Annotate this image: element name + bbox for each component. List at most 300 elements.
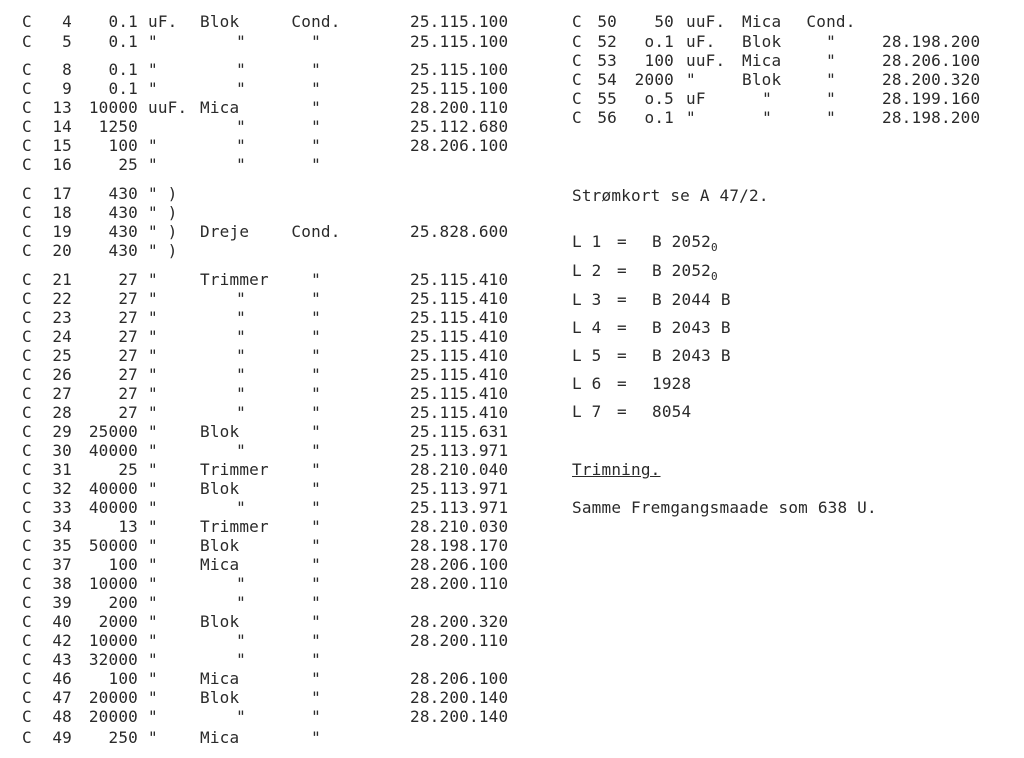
row-prefix: C [22,289,32,308]
row-prefix: C [22,728,32,747]
row-part-number: 25.115.410 [410,270,509,289]
row-number: 26 [52,365,72,384]
row-kind: Cond. [291,222,341,241]
row-unit: " [148,688,158,707]
row-number: 21 [52,270,72,289]
row-kind: " [311,536,321,555]
row-type: Mica [200,669,240,688]
row-unit: uF. [686,32,716,51]
row-value: 430 [108,222,138,241]
row-value: 27 [118,308,138,327]
row-part-number: 25.115.410 [410,289,509,308]
row-unit: uuF. [148,98,188,117]
row-type: Mica [200,555,240,574]
row-kind: " [826,51,836,70]
coil-value-text: B 2043 B [652,318,731,337]
row-number: 52 [597,32,617,51]
row-unit: uF [686,89,706,108]
coil-value-text: B 2044 B [652,290,731,309]
row-part-number: 25.115.410 [410,403,509,422]
row-part-number: 25.115.100 [410,60,509,79]
row-kind: " [311,669,321,688]
coil-equals: = [617,374,627,393]
row-part-number: 25.115.631 [410,422,509,441]
row-unit: " [148,346,158,365]
row-prefix: C [22,612,32,631]
row-unit: uuF. [686,12,726,31]
row-number: 19 [52,222,72,241]
row-prefix: C [22,203,32,222]
row-value: 100 [108,669,138,688]
row-value: 430 [108,184,138,203]
row-prefix: C [22,650,32,669]
row-number: 47 [52,688,72,707]
coil-value [652,318,792,337]
row-prefix: C [22,555,32,574]
row-prefix: C [22,669,32,688]
row-value: 250 [108,728,138,747]
row-type: Dreje [200,222,250,241]
row-unit: " [148,555,158,574]
row-kind: " [311,422,321,441]
row-unit: " [148,479,158,498]
row-number: 43 [52,650,72,669]
row-prefix: C [22,631,32,650]
row-number: 18 [52,203,72,222]
row-part-number: 25.115.100 [410,12,509,31]
row-type: " [236,707,246,726]
row-unit: " [686,108,696,127]
row-kind: " [826,108,836,127]
row-number: 34 [52,517,72,536]
row-number: 29 [52,422,72,441]
row-part-number: 28.200.110 [410,98,509,117]
row-unit: " [148,612,158,631]
row-prefix: C [572,12,582,31]
row-number: 46 [52,669,72,688]
row-kind: " [311,136,321,155]
row-kind: " [311,346,321,365]
row-value: 25000 [88,422,138,441]
row-kind: " [311,403,321,422]
row-number: 49 [52,728,72,747]
row-kind: " [311,517,321,536]
row-type: " [236,593,246,612]
coil-value [652,346,792,365]
coil-value-text: B 2052 [652,261,711,280]
row-type: " [236,631,246,650]
row-unit: " [148,422,158,441]
row-kind: " [826,89,836,108]
coil-name: L 3 [572,290,602,309]
row-unit: " [148,308,158,327]
row-unit: uuF. [686,51,726,70]
row-prefix: C [572,108,582,127]
row-part-number: 25.115.410 [410,346,509,365]
coil-value-text: B 2043 B [652,346,731,365]
row-number: 33 [52,498,72,517]
row-part-number: 28.198.170 [410,536,509,555]
row-part-number: 25.115.410 [410,384,509,403]
row-unit: " [148,403,158,422]
row-value: 100 [644,51,674,70]
coil-name: L 7 [572,402,602,421]
row-prefix: C [22,155,32,174]
row-unit: " [148,289,158,308]
row-type: " [236,574,246,593]
row-prefix: C [22,60,32,79]
row-kind: " [826,70,836,89]
row-type: " [236,365,246,384]
row-value: 27 [118,346,138,365]
row-kind: " [311,688,321,707]
row-prefix: C [22,422,32,441]
row-prefix: C [22,574,32,593]
row-kind: " [311,593,321,612]
row-type: Blok [200,688,240,707]
row-type: " [236,650,246,669]
coil-value [652,402,792,421]
row-type: " [236,384,246,403]
row-value: 2000 [634,70,674,89]
row-type: " [236,60,246,79]
row-value: 1250 [98,117,138,136]
row-type: " [762,108,772,127]
row-type: Blok [200,479,240,498]
coil-equals: = [617,290,627,309]
row-part-number: 25.113.971 [410,441,509,460]
row-number: 50 [597,12,617,31]
row-type: Blok [200,12,240,31]
row-prefix: C [22,365,32,384]
row-type: Blok [200,536,240,555]
row-unit: " ) [148,203,178,222]
row-prefix: C [572,51,582,70]
row-part-number: 28.198.200 [882,32,981,51]
row-type: Trimmer [200,270,269,289]
row-kind: " [311,498,321,517]
row-number: 15 [52,136,72,155]
row-prefix: C [22,498,32,517]
row-unit: " [148,650,158,669]
row-part-number: 28.206.100 [882,51,981,70]
row-value: 0.1 [108,12,138,31]
trimning-heading: Trimning. [572,460,661,479]
row-value: 20000 [88,688,138,707]
row-kind: " [311,79,321,98]
coil-name: L 5 [572,346,602,365]
row-value: 27 [118,289,138,308]
coil-value [652,374,792,393]
row-value: 430 [108,203,138,222]
row-value: 0.1 [108,32,138,51]
row-kind: " [311,117,321,136]
row-kind: " [311,631,321,650]
row-value: 32000 [88,650,138,669]
row-kind: " [311,327,321,346]
row-number: 48 [52,707,72,726]
row-value: 40000 [88,498,138,517]
stromkort-note: Strømkort se A 47/2. [572,186,769,205]
row-kind: " [311,728,321,747]
row-prefix: C [22,79,32,98]
row-kind: " [311,60,321,79]
row-prefix: C [22,346,32,365]
row-prefix: C [22,308,32,327]
row-part-number: 25.115.410 [410,308,509,327]
row-prefix: C [22,270,32,289]
row-type: Mica [742,51,782,70]
row-number: 5 [62,32,72,51]
coil-value-subscript: 0 [711,270,718,283]
row-type: Blok [742,32,782,51]
row-value: 25 [118,460,138,479]
coil-equals: = [617,232,627,251]
coil-value [652,261,792,283]
row-part-number: 28.200.140 [410,707,509,726]
row-unit: " [148,155,158,174]
row-value: 40000 [88,441,138,460]
row-value: o.1 [644,32,674,51]
row-part-number: 28.199.160 [882,89,981,108]
row-kind: " [311,574,321,593]
row-part-number: 25.112.680 [410,117,509,136]
row-type: " [236,117,246,136]
row-unit: " [148,517,158,536]
row-prefix: C [572,89,582,108]
row-prefix: C [22,117,32,136]
row-value: o.1 [644,108,674,127]
coil-value [652,232,792,254]
row-number: 24 [52,327,72,346]
row-part-number: 28.206.100 [410,136,509,155]
row-type: " [236,289,246,308]
coil-value [652,290,792,309]
row-number: 8 [62,60,72,79]
row-type: " [236,32,246,51]
row-part-number: 28.200.110 [410,574,509,593]
row-kind: " [311,155,321,174]
row-kind: " [311,555,321,574]
row-kind: " [311,479,321,498]
row-unit: " [148,460,158,479]
row-value: 27 [118,270,138,289]
coil-equals: = [617,261,627,280]
row-unit: " [148,270,158,289]
row-part-number: 25.828.600 [410,222,509,241]
row-type: " [236,403,246,422]
row-unit: uF. [148,12,178,31]
row-unit: " [148,728,158,747]
row-kind: " [311,308,321,327]
row-prefix: C [22,184,32,203]
row-unit: " [148,707,158,726]
row-type: " [236,155,246,174]
row-number: 53 [597,51,617,70]
coil-equals: = [617,346,627,365]
coil-equals: = [617,402,627,421]
row-kind: " [311,98,321,117]
row-kind: " [311,650,321,669]
row-value: 10000 [88,98,138,117]
row-number: 23 [52,308,72,327]
row-number: 28 [52,403,72,422]
row-type: Mica [200,728,240,747]
trimning-text: Samme Fremgangsmaade som 638 U. [572,498,877,517]
row-value: 200 [108,593,138,612]
row-value: 100 [108,555,138,574]
row-type: " [236,346,246,365]
row-prefix: C [22,441,32,460]
row-type: " [236,136,246,155]
row-unit: " [148,631,158,650]
row-value: 27 [118,403,138,422]
coil-name: L 1 [572,232,602,251]
row-part-number: 25.113.971 [410,479,509,498]
row-prefix: C [22,241,32,260]
row-number: 13 [52,98,72,117]
coil-value-text: B 2052 [652,232,711,251]
row-type: Blok [742,70,782,89]
row-number: 54 [597,70,617,89]
row-prefix: C [22,12,32,31]
row-prefix: C [572,32,582,51]
row-part-number: 28.206.100 [410,669,509,688]
row-type: " [762,89,772,108]
row-number: 35 [52,536,72,555]
coil-value-subscript: 0 [711,241,718,254]
row-prefix: C [22,403,32,422]
row-part-number: 25.115.410 [410,365,509,384]
row-prefix: C [22,707,32,726]
row-type: " [236,441,246,460]
row-unit: " [148,536,158,555]
row-value: o.5 [644,89,674,108]
row-kind: " [311,612,321,631]
row-unit: " ) [148,241,178,260]
row-value: 2000 [98,612,138,631]
row-part-number: 28.200.140 [410,688,509,707]
row-prefix: C [22,384,32,403]
row-number: 25 [52,346,72,365]
row-kind: " [311,707,321,726]
row-value: 25 [118,155,138,174]
row-number: 40 [52,612,72,631]
row-unit: " ) [148,222,178,241]
row-prefix: C [572,70,582,89]
row-number: 4 [62,12,72,31]
row-prefix: C [22,593,32,612]
row-type: " [236,308,246,327]
row-type: " [236,79,246,98]
row-unit: " [148,136,158,155]
row-number: 56 [597,108,617,127]
row-part-number: 28.198.200 [882,108,981,127]
row-unit: " [148,593,158,612]
row-part-number: 28.210.040 [410,460,509,479]
row-unit: " [148,669,158,688]
row-prefix: C [22,517,32,536]
row-prefix: C [22,136,32,155]
row-number: 22 [52,289,72,308]
row-value: 27 [118,384,138,403]
row-unit: " [148,574,158,593]
row-kind: Cond. [806,12,856,31]
row-value: 20000 [88,707,138,726]
row-part-number: 25.115.100 [410,79,509,98]
coil-value-text: 8054 [652,402,692,421]
row-value: 40000 [88,479,138,498]
row-value: 0.1 [108,60,138,79]
row-number: 55 [597,89,617,108]
coil-value-text: 1928 [652,374,692,393]
row-value: 13 [118,517,138,536]
row-prefix: C [22,32,32,51]
row-prefix: C [22,222,32,241]
row-kind: " [311,270,321,289]
row-unit: " [148,365,158,384]
row-number: 31 [52,460,72,479]
row-value: 0.1 [108,79,138,98]
row-kind: " [311,32,321,51]
row-unit: " [686,70,696,89]
row-unit: " [148,32,158,51]
coil-name: L 4 [572,318,602,337]
row-number: 39 [52,593,72,612]
row-value: 27 [118,327,138,346]
row-value: 27 [118,365,138,384]
row-value: 10000 [88,574,138,593]
row-value: 50000 [88,536,138,555]
coil-name: L 6 [572,374,602,393]
row-type: " [236,498,246,517]
row-kind: " [311,384,321,403]
row-number: 14 [52,117,72,136]
row-number: 37 [52,555,72,574]
row-number: 9 [62,79,72,98]
row-unit: " [148,441,158,460]
row-unit: " [148,60,158,79]
row-unit: " ) [148,184,178,203]
row-kind: Cond. [291,12,341,31]
row-prefix: C [22,327,32,346]
row-unit: " [148,327,158,346]
row-unit: " [148,498,158,517]
row-number: 32 [52,479,72,498]
row-type: Mica [742,12,782,31]
row-prefix: C [22,536,32,555]
row-number: 16 [52,155,72,174]
row-kind: " [826,32,836,51]
row-value: 100 [108,136,138,155]
row-type: Blok [200,422,240,441]
row-kind: " [311,441,321,460]
row-prefix: C [22,460,32,479]
row-unit: " [148,79,158,98]
row-number: 17 [52,184,72,203]
row-part-number: 28.206.100 [410,555,509,574]
row-type: " [236,327,246,346]
row-part-number: 25.113.971 [410,498,509,517]
row-prefix: C [22,98,32,117]
row-unit: " [148,384,158,403]
row-kind: " [311,460,321,479]
row-part-number: 25.115.100 [410,32,509,51]
row-part-number: 28.200.320 [882,70,981,89]
row-number: 20 [52,241,72,260]
row-prefix: C [22,479,32,498]
row-prefix: C [22,688,32,707]
